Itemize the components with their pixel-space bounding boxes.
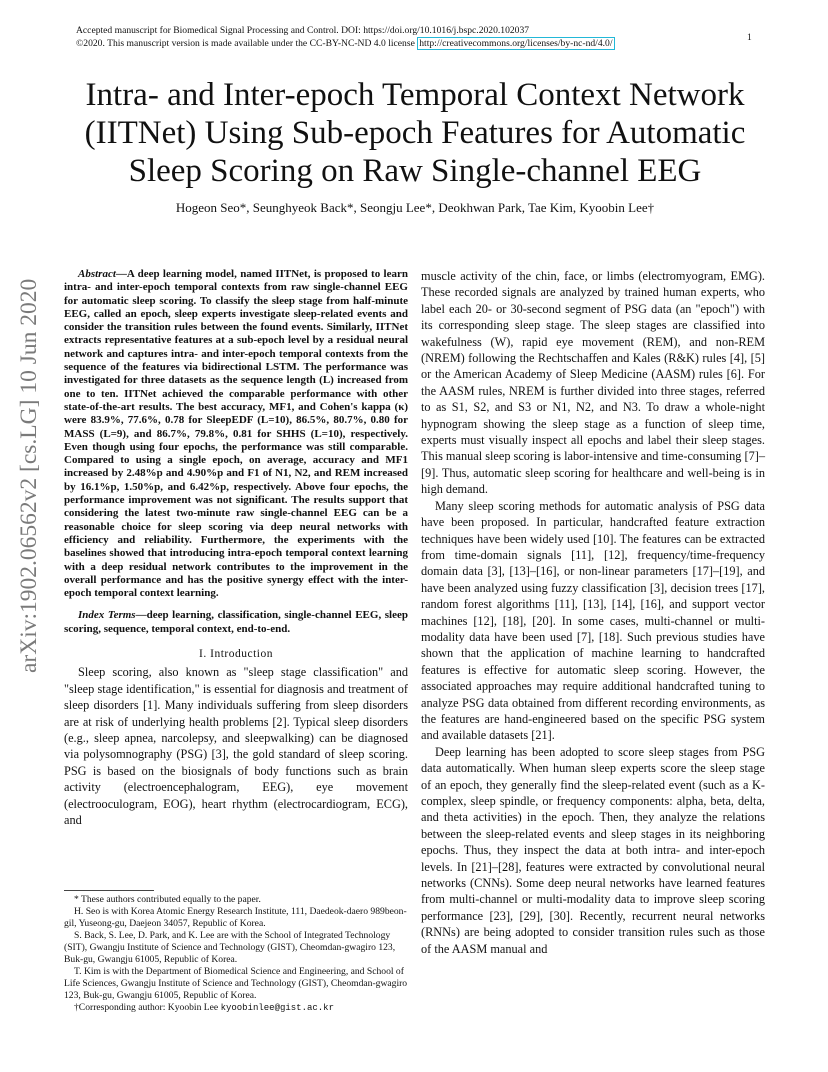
author-list: Hogeon Seo*, Seunghyeok Back*, Seongju Lee*, Deokhwan Park, Tae Kim, Kyoobin Lee† [175,200,655,215]
abstract-label: Abstract [78,268,116,280]
abstract [64,268,408,600]
header-license-text: ©2020. This manuscript version is made available under the CC-BY-NC-ND 4.0 license [76,38,415,49]
index-terms [64,609,408,636]
footnote-corresponding-author [64,1002,408,1014]
right-paragraph-1: muscle activity of the chin, face, or limbs (electromyogram, EMG). These recorded signals are analyzed by trained human experts, who label each 20- or 30-second segment of PSG data (an "epoch") with its corresponding sleep stage. The sleep stages are classified into wakefulness (W), rapid eye movement (REM), and non-REM (NREM) following the Rechtschaffen and Kales (R&K) rules [4], [5] or the American Academy of Sleep Medicine (AASM) rules [6]. For the AASM rules, NREM is further divided into three stages, referred to as S1, S2, and S3 or N1, N2, and N3. To draw a whole-night hypnogram showing the sleep stage as a function of sleep time, experts must visually inspect all epochs and label their sleep stages. This manual sleep scoring is labor-intensive and time-consuming [7]–[9]. Thus, automatic sleep scoring for healthcare and well-being is in high demand. [421,269,765,497]
abstract-text: —A deep learning model, named IITNet, is proposed to learn intra- and inter-epoch temporal contexts from raw single-channel EEG for automatic sleep scoring. To classify the sleep stage from half-minute EEG, called an epoch, sleep experts investigate sleep-related events and consider the transition rules between the found events. Similarly, IITNet extracts representative features at a sub-epoch level by a residual neural network and captures intra- and inter-epoch temporal contexts from the sequence of the features via bidirectional LSTM. The performance was investigated for three datasets as the sequence length (L) increased from one to ten. IITNet achieved the comparable performance with other state-of-the-art results. The best accuracy, MF1, and Cohen's kappa (κ) were 83.9%, 77.6%, 0.78 for SleepEDF (L=10), 86.5%, 80.7%, 0.80 for MASS (L=9), and 86.7%, 79.8%, 0.81 for SHHS (L=10), respectively. Even though using four epochs, the performance was still comparable. Compared to using a single epoch, on average, accuracy and MF1 increased by 2.48%p and 4.90%p and F1 of N1, N2, and REM increased by 16.1%p, 1.50%p, and 6.42%p, respectively. Above four epochs, the performance improvement was not significant. The results support that considering the latest two-minute raw single-channel EEG can be a reasonable choice for sleep scoring via deep neural networks with efficiency and reliability. Furthermore, the experiments with the baselines showed that introducing intra-epoch temporal context learning with a deep residual network contributes to the improvement in the overall performance and has the positive synergy effect with the inter-epoch temporal context learning. [64,268,408,600]
footnote-equal-contribution: * These authors contributed equally to the paper. [74,894,261,905]
manuscript-header [76,24,716,50]
intro-paragraph: Sleep scoring, also known as "sleep stage classification" and "sleep stage identification," is essential for diagnosis and treatment of sleep disorders [1]. Many individuals suffering from sleep disorders are at risk of underlying health problems [2]. Typical sleep disorders (e.g., sleep apnea, narcolepsy, and sleepwalking) can be diagnosed via polysomnography (PSG) [3], the gold standard of sleep scoring. PSG is based on the biosignals of body functions such as brain activity (electroencephalogram, EEG), eye movement (electrooculogram, EOG), heart rhythm (electrocardiogram, ECG), and [64,665,408,828]
footnote-gist-affiliation: S. Back, S. Lee, D. Park, and K. Lee are with the School of Integrated Technology (SIT), Gwangju Institute of Science and Technology (GIST), Cheomdan-gwagiro 123, Buk-gu, Gwangju 61005, Republic of Korea. [64,930,396,965]
footnote-kim-affiliation: T. Kim is with the Department of Biomedical Science and Engineering, and School of Life Sciences, Gwangju Institute of Science and Technology (GIST), Cheomdan-gwagiro 123, Buk-gu, Gwangju 61005, Republic of Korea. [64,966,408,1001]
right-paragraph-2: Many sleep scoring methods for automatic analysis of PSG data have been proposed. In particular, handcrafted feature extraction techniques have been widely used [10]. The features can be extracted from time-domain signals [11], [12], frequency/time-frequency domain data [3], [13]–[16], or non-linear parameters [17]–[19], and have been analyzed using fuzzy classification [3], decision trees [17], random forest algorithms [11], [13], [14], [16], and support vector machines [12], [18], [20]. In some cases, multi-channel or multi-modality data have been used [7], [18]. Such previous studies have shown that the application of machine learning to handcrafted features is effective for automatic sleep scoring. However, the associated approaches may require additional handcrafted tuning to analyze PSG data obtained from different recording environments, as the features are hand-engineered based on the specific PSG system and available datasets [21]. [421,498,765,743]
right-paragraph-3: Deep learning has been adopted to score sleep stages from PSG data automatically. When human sleep experts score the sleep stage of an epoch, they generally find the sleep-related event (such as a K-complex, sleep spindle, or frequency components: alpha, beta, delta, and theta activities) in the epoch. Then, they analyze the relations between the sleep-related events and sleep stages in its neighboring epochs. Thus, they inspect the data at both intra- and inter-epoch levels. In [21]–[28], features were extracted by convolutional neural networks (CNNs). Some deep neural networks have learned features from multi-channel or multi-modality data to improve sleep scoring performance [23], [29], [30]. Recently, recurrent neural networks (RNNs) are being adopted to consider transition rules such as those of the AASM manual and [421,744,765,956]
left-column [64,268,408,828]
section-heading-introduction: I. Introduction [199,648,273,661]
page-number: 1 [747,33,752,43]
paper-title: Intra- and Inter-epoch Temporal Context Network (IITNet) Using Sub-epoch Features for Automatic Sleep Scoring on Raw Single-channel EEG [84,77,746,189]
index-terms-text: —deep learning, classification, single-channel EEG, sleep scoring, sequence, temporal context, end-to-end. [64,609,408,635]
corresponding-label: †Corresponding author: Kyoobin Lee [74,1002,219,1013]
header-license-line [76,37,716,50]
arxiv-identifier: arXiv:1902.06562v2 [cs.LG] 10 Jun 2020 [16,278,42,673]
footnote-seo-affiliation: H. Seo is with Korea Atomic Energy Research Institute, 111, Daedeok-daero 989beon-gil, Yuseong-gu, Daejeon 34057, Republic of Korea. [64,906,407,929]
footnotes [64,890,408,1014]
footnote-rule [64,890,154,891]
header-doi-line: Accepted manuscript for Biomedical Signal Processing and Control. DOI: https://doi.org/10.1016/j.bspc.2020.102037 [76,25,530,36]
license-link[interactable]: http://creativecommons.org/licenses/by-nc-nd/4.0/ [419,38,613,49]
corresponding-email[interactable]: kyoobinlee@gist.ac.kr [220,1003,334,1013]
index-terms-label: Index Terms [78,609,136,622]
right-column [421,268,765,957]
